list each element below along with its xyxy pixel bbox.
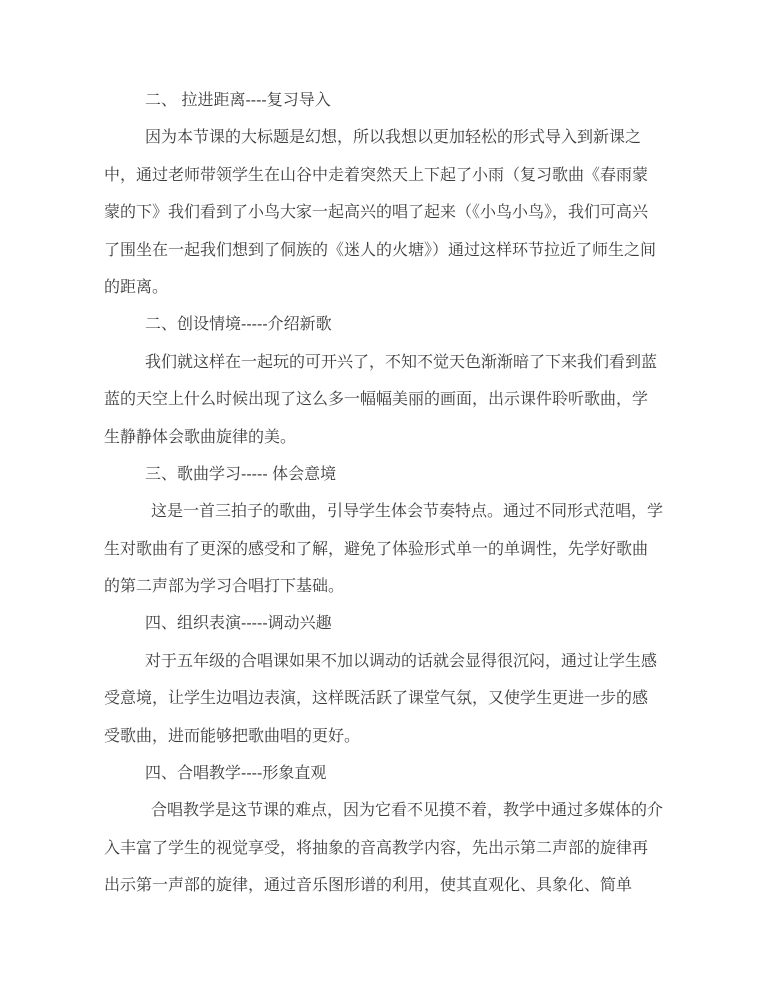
section-heading: 四、组织表演-----调动兴趣 [145, 615, 332, 633]
text-line: 受歌曲，进而能够把歌曲唱的更好。 [104, 727, 361, 745]
document-body [104, 82, 670, 905]
text-line: 我们就这样在一起玩的可开兴了，不知不觉天色渐渐暗了下来我们看到蓝 [145, 353, 658, 371]
text-line: 生对歌曲有了更深的感受和了解，避免了体验形式单一的单调性，先学好歌曲 [104, 540, 649, 558]
text-line: 对于五年级的合唱课如果不加以调动的话就会显得很沉闷，通过让学生感 [145, 652, 658, 670]
text-line: 的第二声部为学习合唱打下基础。 [104, 578, 345, 596]
text-line: 蓝的天空上什么时候出现了这么多一幅幅美丽的画面，出示课件聆听歌曲，学 [104, 391, 649, 409]
text-line: 受意境，让学生边唱边表演，这样既活跃了课堂气氛，又使学生更进一步的感 [104, 690, 649, 708]
text-line: 入丰富了学生的视觉享受，将抽象的音高教学内容，先出示第二声部的旋律再 [104, 839, 649, 857]
text-line: 的距离。 [104, 278, 169, 296]
section-heading: 四、合唱教学----形象直观 [145, 765, 327, 783]
text-line: 生静静体会歌曲旋律的美。 [104, 428, 297, 446]
section-heading: 二、 拉进距离----复习导入 [145, 92, 331, 109]
text-line: 出示第一声部的旋律，通过音乐图形谱的利用，使其直观化、具象化、简单 [104, 877, 633, 895]
text-line: 这是一首三拍子的歌曲，引导学生体会节奏特点。通过不同形式范唱，学 [151, 503, 664, 521]
section-heading: 三、歌曲学习----- 体会意境 [145, 465, 337, 483]
text-line: 因为本节课的大标题是幻想，所以我想以更加轻松的形式导入到新课之 [145, 129, 642, 147]
text-line: 合唱教学是这节课的难点，因为它看不见摸不着，教学中通过多媒体的介 [151, 802, 664, 820]
text-line: 了围坐在一起我们想到了侗族的《迷人的火塘》）通过这样环节拉近了师生之间 [104, 241, 657, 259]
section-heading: 二、创设情境-----介绍新歌 [145, 316, 332, 334]
text-line: 蒙的下》我们看到了小鸟大家一起高兴的唱了起来（《小鸟小鸟》，我们可高兴 [104, 204, 649, 222]
text-line: 中，通过老师带领学生在山谷中走着突然天上下起了小雨（复习歌曲《春雨蒙 [104, 166, 649, 184]
